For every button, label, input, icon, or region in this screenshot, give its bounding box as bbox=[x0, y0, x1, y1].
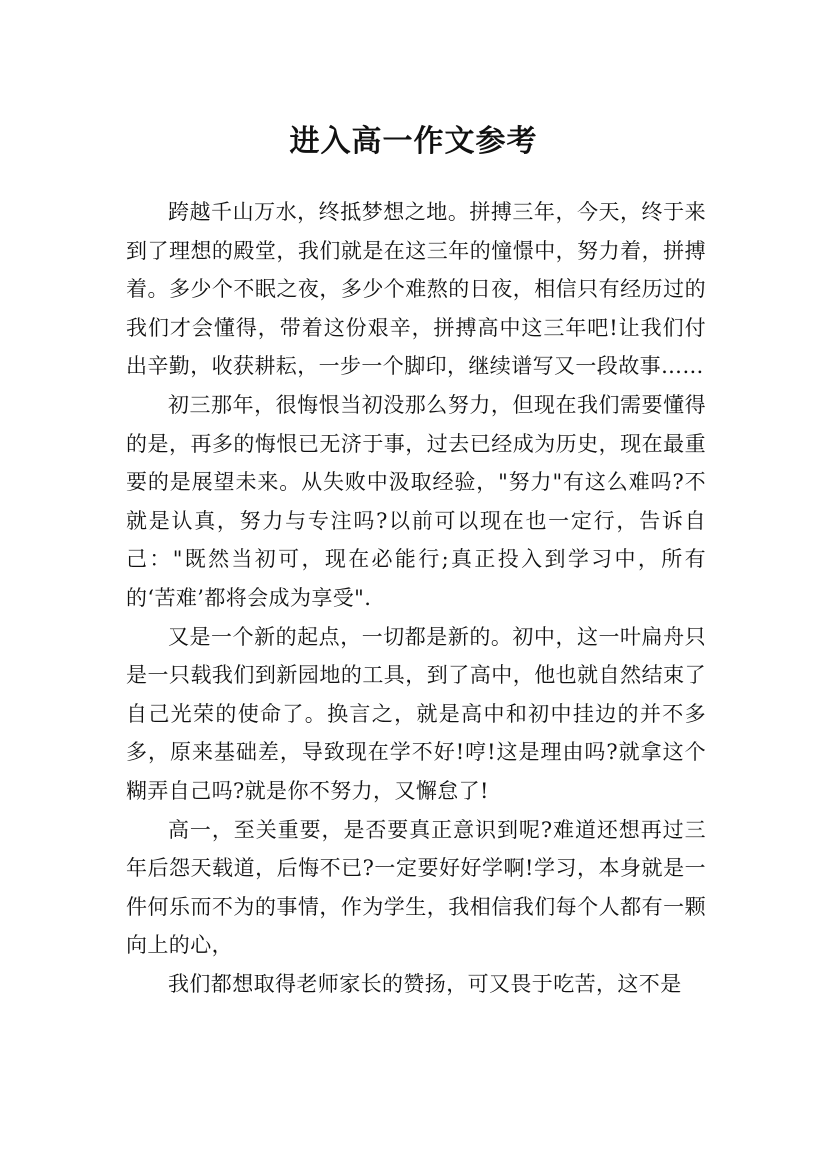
paragraph: 初三那年，很悔恨当初没那么努力，但现在我们需要懂得的是，再多的悔恨已无济于事，过去已经成为历史，现在最重要的是展望未来。从失败中汲取经验，"努力"有这么难吗?不就是认真，努力与专注吗?以前可以现在也一定行，告诉自己："既然当初可，现在必能行;真正投入到学习中，所有的‘苦难’都将会成为享受". bbox=[126, 392, 706, 610]
paragraph: 我们都想取得老师家长的赞扬，可又畏于吃苦，这不是 bbox=[168, 971, 682, 996]
paragraph: 高一，至关重要，是否要真正意识到呢?难道还想再过三年后怨天载道，后悔不已?一定要好好学啊!学习，本身就是一件何乐而不为的事情，作为学生，我相信我们每个人都有一颗向上的心， bbox=[126, 817, 706, 958]
document-title: 进入高一作文参考 bbox=[289, 124, 538, 160]
paragraph: 又是一个新的起点，一切都是新的。初中，这一叶扁舟只是一只载我们到新园地的工具，到了高中，他也就自然结束了自己光荣的使命了。换言之，就是高中和初中挂边的并不多多，原来基础差，导致现在学不好!哼!这是理由吗?就拿这个糊弄自己吗?就是你不努力，又懈怠了! bbox=[126, 624, 706, 803]
paragraph: 跨越千山万水，终抵梦想之地。拼搏三年，今天，终于来到了理想的殿堂，我们就是在这三年的憧憬中，努力着，拼搏着。多少个不眠之夜，多少个难熬的日夜，相信只有经历过的我们才会懂得，带着这份艰辛，拼搏高中这三年吧!让我们付出辛勤，收获耕耘，一步一个脚印，继续谱写又一段故事…… bbox=[126, 200, 706, 379]
document-body bbox=[126, 193, 706, 1003]
